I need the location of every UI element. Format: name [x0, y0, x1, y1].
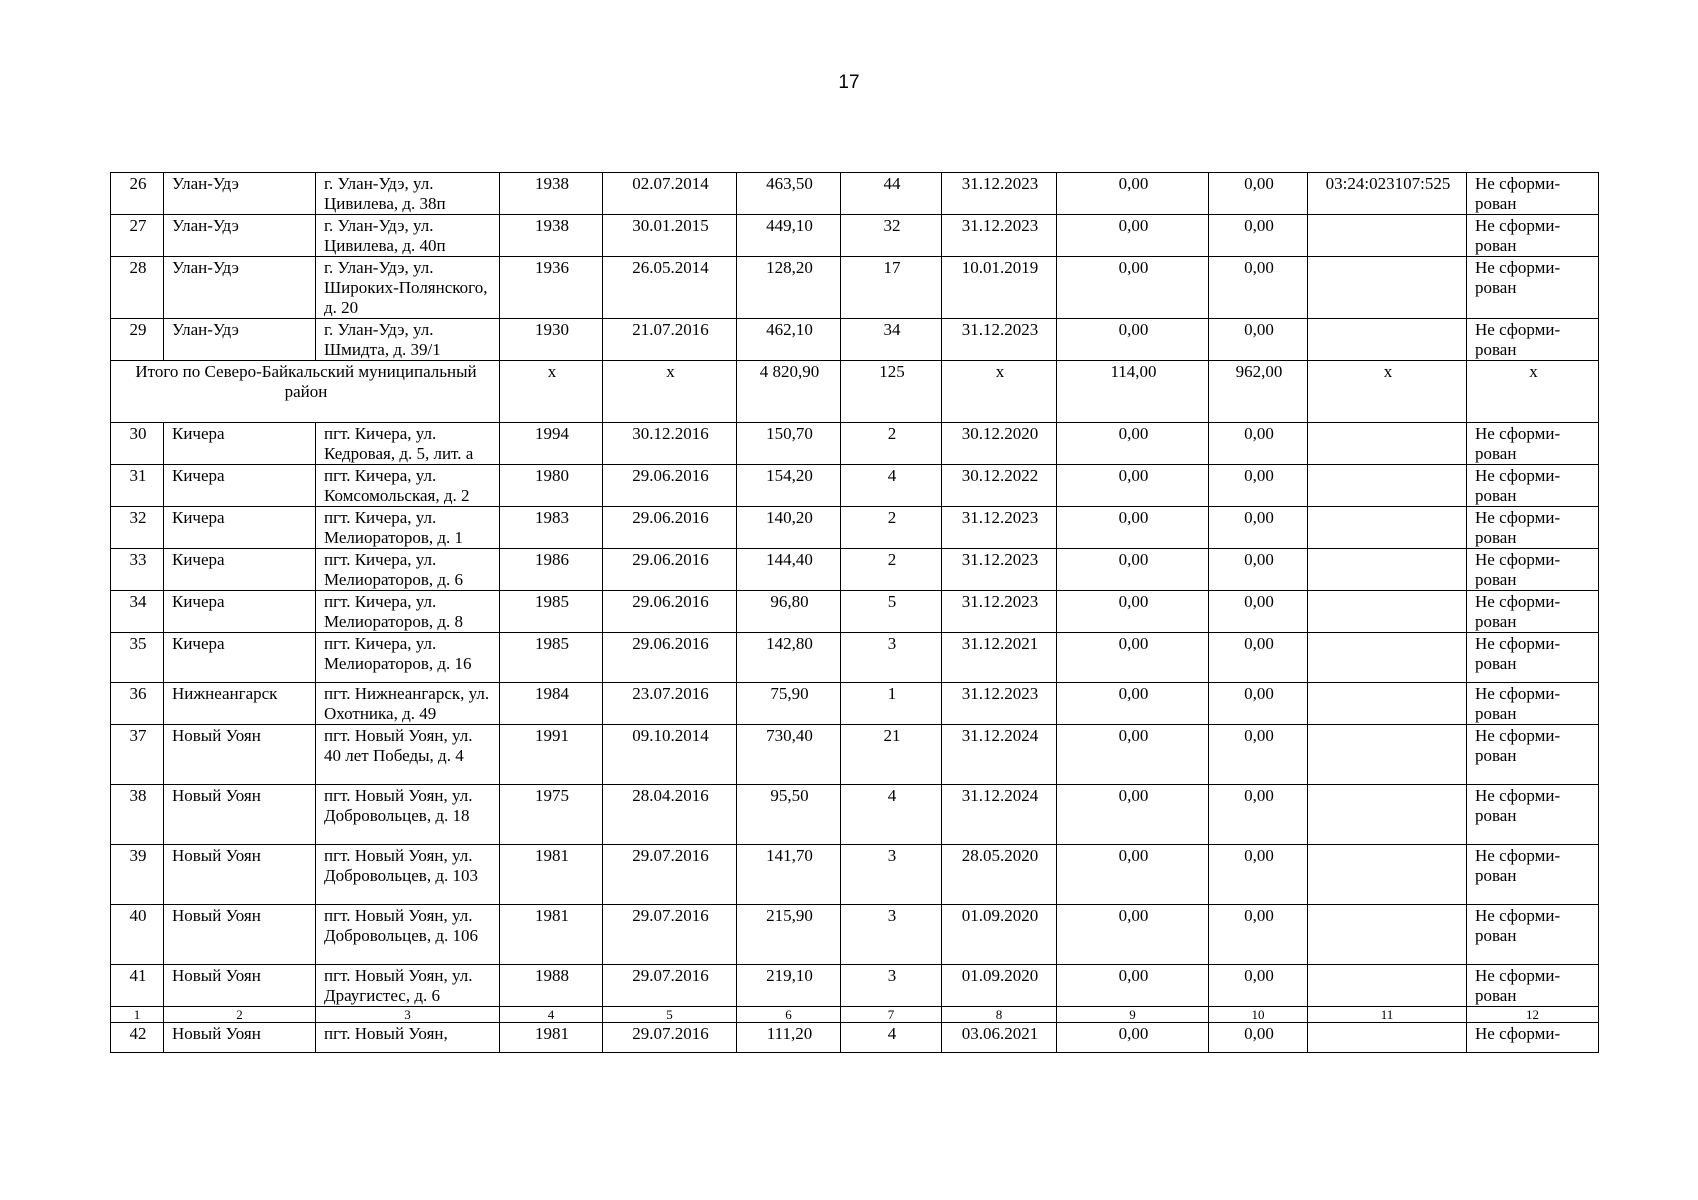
row-number: 40 — [111, 905, 164, 965]
locality: Кичера — [164, 633, 316, 683]
cadastral-number — [1308, 845, 1467, 905]
col10-value: 0,00 — [1209, 257, 1308, 319]
year-built: 1981 — [500, 1023, 603, 1053]
status: Не сформи-рован — [1467, 423, 1599, 465]
area: 463,50 — [737, 173, 841, 215]
cadastral-number — [1308, 465, 1467, 507]
row-number: 38 — [111, 785, 164, 845]
address: г. Улан-Удэ, ул. Цивилева, д. 38п — [316, 173, 500, 215]
locality: Кичера — [164, 549, 316, 591]
residents: 3 — [841, 965, 942, 1007]
cadastral-number — [1308, 633, 1467, 683]
status: Не сформи-рован — [1467, 215, 1599, 257]
area: 96,80 — [737, 591, 841, 633]
total-col10: 962,00 — [1209, 361, 1308, 423]
col9-value: 0,00 — [1057, 785, 1209, 845]
row-number: 26 — [111, 173, 164, 215]
row-number: 31 — [111, 465, 164, 507]
resettlement-deadline: 01.09.2020 — [942, 965, 1057, 1007]
col9-value: 0,00 — [1057, 507, 1209, 549]
col10-value: 0,00 — [1209, 319, 1308, 361]
cadastral-number — [1308, 257, 1467, 319]
cadastral-number — [1308, 591, 1467, 633]
col10-value: 0,00 — [1209, 683, 1308, 725]
total-col9: 114,00 — [1057, 361, 1209, 423]
cadastral-number — [1308, 319, 1467, 361]
residents: 2 — [841, 423, 942, 465]
col10-value: 0,00 — [1209, 1023, 1308, 1053]
col10-value: 0,00 — [1209, 507, 1308, 549]
area: 128,20 — [737, 257, 841, 319]
row-number: 36 — [111, 683, 164, 725]
residents: 3 — [841, 633, 942, 683]
residents: 3 — [841, 905, 942, 965]
status: Не сформи-рован — [1467, 845, 1599, 905]
area: 140,20 — [737, 507, 841, 549]
year-built: 1983 — [500, 507, 603, 549]
status: Не сформи-рован — [1467, 905, 1599, 965]
table-row — [111, 845, 1599, 905]
year-built: 1938 — [500, 215, 603, 257]
total-status: х — [1467, 361, 1599, 423]
row-number: 28 — [111, 257, 164, 319]
recognition-date: 29.06.2016 — [603, 507, 737, 549]
area: 154,20 — [737, 465, 841, 507]
col10-value: 0,00 — [1209, 549, 1308, 591]
residents: 2 — [841, 549, 942, 591]
year-built: 1930 — [500, 319, 603, 361]
address: пгт. Кичера, ул. Мелиораторов, д. 1 — [316, 507, 500, 549]
cadastral-number — [1308, 785, 1467, 845]
area: 141,70 — [737, 845, 841, 905]
year-built: 1988 — [500, 965, 603, 1007]
cadastral-number — [1308, 965, 1467, 1007]
table-row — [111, 465, 1599, 507]
column-number: 1 — [111, 1007, 164, 1023]
recognition-date: 21.07.2016 — [603, 319, 737, 361]
col9-value: 0,00 — [1057, 633, 1209, 683]
resettlement-deadline: 31.12.2023 — [942, 215, 1057, 257]
area: 730,40 — [737, 725, 841, 785]
address: пгт. Кичера, ул. Кедровая, д. 5, лит. а — [316, 423, 500, 465]
col10-value: 0,00 — [1209, 633, 1308, 683]
locality: Улан-Удэ — [164, 257, 316, 319]
resettlement-deadline: 31.12.2024 — [942, 785, 1057, 845]
resettlement-deadline: 31.12.2023 — [942, 319, 1057, 361]
resettlement-deadline: 31.12.2023 — [942, 591, 1057, 633]
recognition-date: 23.07.2016 — [603, 683, 737, 725]
table-row — [111, 319, 1599, 361]
area: 142,80 — [737, 633, 841, 683]
recognition-date: 29.07.2016 — [603, 965, 737, 1007]
address: г. Улан-Удэ, ул. Цивилева, д. 40п — [316, 215, 500, 257]
address: пгт. Новый Уоян, — [316, 1023, 500, 1053]
locality: Новый Уоян — [164, 785, 316, 845]
page-number: 17 — [838, 72, 860, 93]
address: пгт. Новый Уоян, ул. Добровольцев, д. 103 — [316, 845, 500, 905]
resettlement-deadline: 31.12.2021 — [942, 633, 1057, 683]
year-built: 1981 — [500, 905, 603, 965]
total-people: 125 — [841, 361, 942, 423]
table-row — [111, 591, 1599, 633]
address: г. Улан-Удэ, ул. Широких-Полянского, д. 20 — [316, 257, 500, 319]
column-number: 4 — [500, 1007, 603, 1023]
total-label: Итого по Северо-Байкальский муниципальный район — [111, 361, 500, 423]
cadastral-number — [1308, 1023, 1467, 1053]
resettlement-deadline: 31.12.2023 — [942, 549, 1057, 591]
column-number: 9 — [1057, 1007, 1209, 1023]
locality: Улан-Удэ — [164, 215, 316, 257]
row-number: 29 — [111, 319, 164, 361]
column-number: 2 — [164, 1007, 316, 1023]
status: Не сформи-рован — [1467, 965, 1599, 1007]
address: пгт. Кичера, ул. Мелиораторов, д. 8 — [316, 591, 500, 633]
resettlement-deadline: 10.01.2019 — [942, 257, 1057, 319]
area: 95,50 — [737, 785, 841, 845]
recognition-date: 29.06.2016 — [603, 549, 737, 591]
recognition-date: 29.06.2016 — [603, 591, 737, 633]
table-row — [111, 725, 1599, 785]
col9-value: 0,00 — [1057, 257, 1209, 319]
year-built: 1975 — [500, 785, 603, 845]
locality: Кичера — [164, 507, 316, 549]
year-built: 1985 — [500, 633, 603, 683]
column-number: 12 — [1467, 1007, 1599, 1023]
table-row — [111, 785, 1599, 845]
total-cadastral: х — [1308, 361, 1467, 423]
col10-value: 0,00 — [1209, 215, 1308, 257]
col10-value: 0,00 — [1209, 465, 1308, 507]
col9-value: 0,00 — [1057, 215, 1209, 257]
residents: 1 — [841, 683, 942, 725]
locality: Кичера — [164, 465, 316, 507]
year-built: 1981 — [500, 845, 603, 905]
col10-value: 0,00 — [1209, 845, 1308, 905]
locality: Новый Уоян — [164, 725, 316, 785]
col9-value: 0,00 — [1057, 965, 1209, 1007]
area: 219,10 — [737, 965, 841, 1007]
col10-value: 0,00 — [1209, 905, 1308, 965]
year-built: 1938 — [500, 173, 603, 215]
resettlement-deadline: 31.12.2024 — [942, 725, 1057, 785]
col10-value: 0,00 — [1209, 591, 1308, 633]
row-number: 34 — [111, 591, 164, 633]
column-number-row — [111, 1007, 1599, 1023]
table-row — [111, 965, 1599, 1007]
table-row — [111, 423, 1599, 465]
year-built: 1936 — [500, 257, 603, 319]
table-row — [111, 683, 1599, 725]
column-number: 7 — [841, 1007, 942, 1023]
cadastral-number — [1308, 683, 1467, 725]
column-number: 3 — [316, 1007, 500, 1023]
cadastral-number — [1308, 549, 1467, 591]
column-number: 8 — [942, 1007, 1057, 1023]
row-number: 37 — [111, 725, 164, 785]
resettlement-deadline: 03.06.2021 — [942, 1023, 1057, 1053]
col9-value: 0,00 — [1057, 683, 1209, 725]
table-row — [111, 215, 1599, 257]
year-built: 1994 — [500, 423, 603, 465]
recognition-date: 29.07.2016 — [603, 845, 737, 905]
resettlement-deadline: 01.09.2020 — [942, 905, 1057, 965]
row-number: 42 — [111, 1023, 164, 1053]
recognition-date: 09.10.2014 — [603, 725, 737, 785]
status: Не сформи-рован — [1467, 785, 1599, 845]
row-number: 41 — [111, 965, 164, 1007]
col10-value: 0,00 — [1209, 965, 1308, 1007]
status: Не сформи-рован — [1467, 507, 1599, 549]
col9-value: 0,00 — [1057, 173, 1209, 215]
residents: 4 — [841, 1023, 942, 1053]
table-row — [111, 1023, 1599, 1053]
status: Не сформи-рован — [1467, 549, 1599, 591]
row-number: 35 — [111, 633, 164, 683]
total-date: х — [603, 361, 737, 423]
year-built: 1980 — [500, 465, 603, 507]
locality: Новый Уоян — [164, 1023, 316, 1053]
table-row — [111, 257, 1599, 319]
locality: Улан-Удэ — [164, 173, 316, 215]
col9-value: 0,00 — [1057, 319, 1209, 361]
area: 75,90 — [737, 683, 841, 725]
col9-value: 0,00 — [1057, 905, 1209, 965]
residents: 3 — [841, 845, 942, 905]
status: Не сформи-рован — [1467, 633, 1599, 683]
col9-value: 0,00 — [1057, 549, 1209, 591]
recognition-date: 02.07.2014 — [603, 173, 737, 215]
col9-value: 0,00 — [1057, 591, 1209, 633]
status: Не сформи-рован — [1467, 319, 1599, 361]
locality: Кичера — [164, 423, 316, 465]
address: пгт. Новый Уоян, ул. 40 лет Победы, д. 4 — [316, 725, 500, 785]
residents: 4 — [841, 465, 942, 507]
recognition-date: 30.12.2016 — [603, 423, 737, 465]
col9-value: 0,00 — [1057, 845, 1209, 905]
residents: 5 — [841, 591, 942, 633]
recognition-date: 29.07.2016 — [603, 905, 737, 965]
address: г. Улан-Удэ, ул. Шмидта, д. 39/1 — [316, 319, 500, 361]
residents: 17 — [841, 257, 942, 319]
row-number: 30 — [111, 423, 164, 465]
cadastral-number — [1308, 905, 1467, 965]
residents: 4 — [841, 785, 942, 845]
address: пгт. Новый Уоян, ул. Добровольцев, д. 18 — [316, 785, 500, 845]
col10-value: 0,00 — [1209, 173, 1308, 215]
status: Не сформи- — [1467, 1023, 1599, 1053]
recognition-date: 29.07.2016 — [603, 1023, 737, 1053]
locality: Новый Уоян — [164, 905, 316, 965]
locality: Новый Уоян — [164, 965, 316, 1007]
area: 144,40 — [737, 549, 841, 591]
recognition-date: 26.05.2014 — [603, 257, 737, 319]
area: 462,10 — [737, 319, 841, 361]
total-deadline: х — [942, 361, 1057, 423]
col10-value: 0,00 — [1209, 725, 1308, 785]
housing-registry-table — [110, 172, 1599, 1053]
address: пгт. Кичера, ул. Мелиораторов, д. 16 — [316, 633, 500, 683]
resettlement-deadline: 31.12.2023 — [942, 173, 1057, 215]
status: Не сформи-рован — [1467, 683, 1599, 725]
resettlement-deadline: 30.12.2022 — [942, 465, 1057, 507]
row-number: 27 — [111, 215, 164, 257]
recognition-date: 29.06.2016 — [603, 465, 737, 507]
table-row — [111, 905, 1599, 965]
col9-value: 0,00 — [1057, 423, 1209, 465]
cadastral-number — [1308, 725, 1467, 785]
address: пгт. Новый Уоян, ул. Добровольцев, д. 106 — [316, 905, 500, 965]
locality: Кичера — [164, 591, 316, 633]
status: Не сформи-рован — [1467, 725, 1599, 785]
column-number: 5 — [603, 1007, 737, 1023]
recognition-date: 28.04.2016 — [603, 785, 737, 845]
table-row — [111, 507, 1599, 549]
locality: Новый Уоян — [164, 845, 316, 905]
area: 449,10 — [737, 215, 841, 257]
cadastral-number — [1308, 507, 1467, 549]
locality: Нижнеангарск — [164, 683, 316, 725]
residents: 32 — [841, 215, 942, 257]
status: Не сформи-рован — [1467, 591, 1599, 633]
resettlement-deadline: 28.05.2020 — [942, 845, 1057, 905]
area: 111,20 — [737, 1023, 841, 1053]
total-row — [111, 361, 1599, 423]
resettlement-deadline: 30.12.2020 — [942, 423, 1057, 465]
resettlement-deadline: 31.12.2023 — [942, 507, 1057, 549]
residents: 2 — [841, 507, 942, 549]
area: 215,90 — [737, 905, 841, 965]
year-built: 1984 — [500, 683, 603, 725]
row-number: 32 — [111, 507, 164, 549]
cadastral-number — [1308, 215, 1467, 257]
col10-value: 0,00 — [1209, 785, 1308, 845]
recognition-date: 29.06.2016 — [603, 633, 737, 683]
column-number: 10 — [1209, 1007, 1308, 1023]
address: пгт. Новый Уоян, ул. Драугистес, д. 6 — [316, 965, 500, 1007]
year-built: 1985 — [500, 591, 603, 633]
residents: 44 — [841, 173, 942, 215]
table-row — [111, 633, 1599, 683]
year-built: 1986 — [500, 549, 603, 591]
status: Не сформи-рован — [1467, 257, 1599, 319]
residents: 34 — [841, 319, 942, 361]
status: Не сформи-рован — [1467, 173, 1599, 215]
row-number: 39 — [111, 845, 164, 905]
col10-value: 0,00 — [1209, 423, 1308, 465]
locality: Улан-Удэ — [164, 319, 316, 361]
area: 150,70 — [737, 423, 841, 465]
total-year: х — [500, 361, 603, 423]
address: пгт. Кичера, ул. Мелиораторов, д. 6 — [316, 549, 500, 591]
col9-value: 0,00 — [1057, 725, 1209, 785]
column-number: 6 — [737, 1007, 841, 1023]
column-number: 11 — [1308, 1007, 1467, 1023]
recognition-date: 30.01.2015 — [603, 215, 737, 257]
col9-value: 0,00 — [1057, 1023, 1209, 1053]
total-area: 4 820,90 — [737, 361, 841, 423]
resettlement-deadline: 31.12.2023 — [942, 683, 1057, 725]
address: пгт. Кичера, ул. Комсомольская, д. 2 — [316, 465, 500, 507]
residents: 21 — [841, 725, 942, 785]
table-row — [111, 173, 1599, 215]
status: Не сформи-рован — [1467, 465, 1599, 507]
year-built: 1991 — [500, 725, 603, 785]
address: пгт. Нижнеангарск, ул. Охотника, д. 49 — [316, 683, 500, 725]
cadastral-number: 03:24:023107:525 — [1308, 173, 1467, 215]
row-number: 33 — [111, 549, 164, 591]
cadastral-number — [1308, 423, 1467, 465]
table-row — [111, 549, 1599, 591]
col9-value: 0,00 — [1057, 465, 1209, 507]
